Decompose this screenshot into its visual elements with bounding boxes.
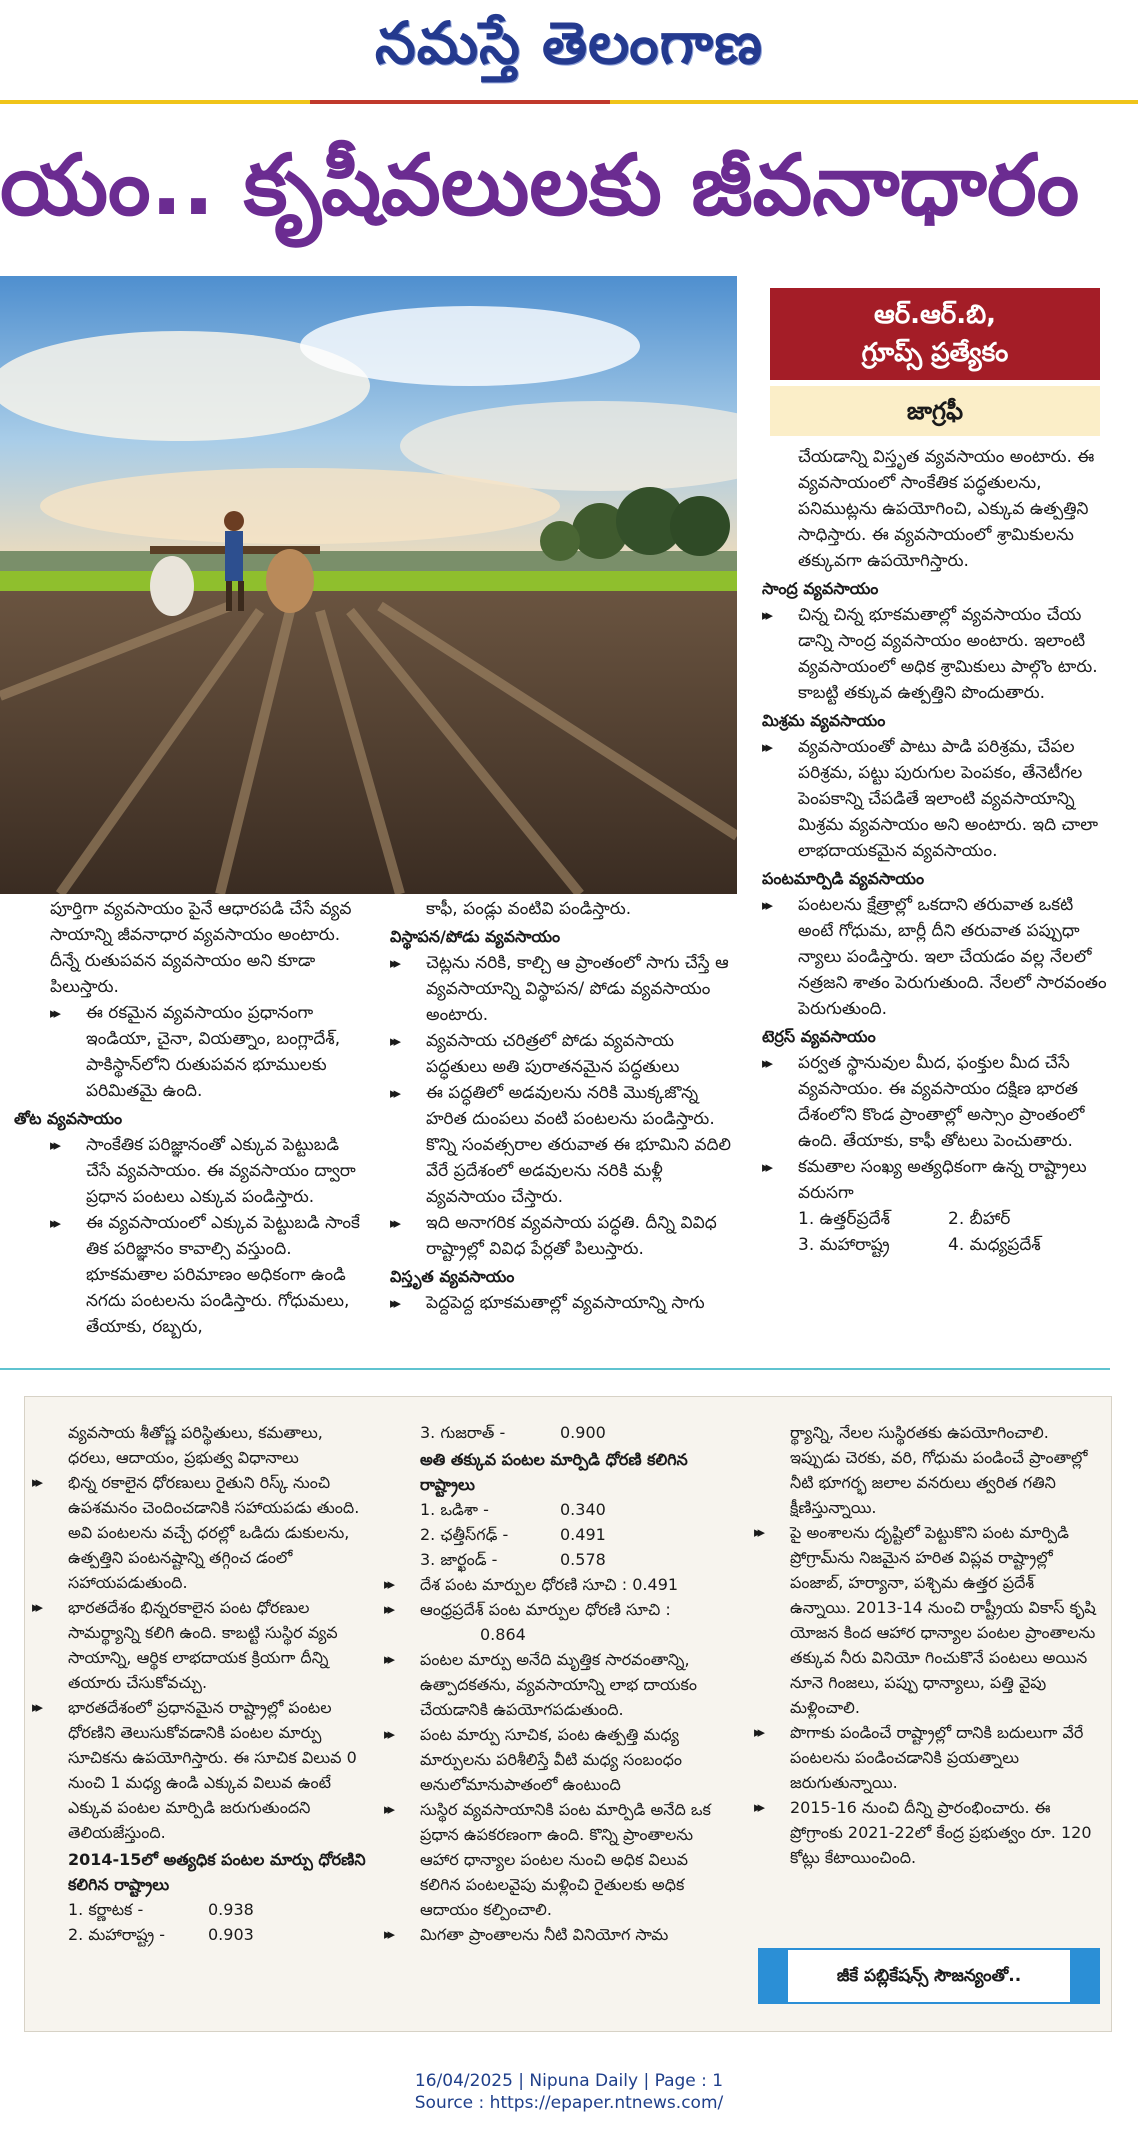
state-item: 4. మధ్యప్రదేశ్ [948,1235,1041,1255]
state-item: 3. మహారాష్ట్ర [798,1235,890,1255]
bullet-point: ▸▸ వ్యవసాయ చరిత్రలో పోడు వ్యవసాయ పద్ధతులు అతి పురాతనమైన పద్ధతులు [390,1028,738,1080]
bullet-point: ▸▸ పంటల మార్పు అనేది మృత్తిక సారవంతాన్ని, ఉత్పాదకతను, వ్యవసాయాన్ని లాభ దాయకం చేయడానికి ఉపయోగపడుతుంది. [384,1647,732,1722]
farmer-ploughing-image [0,276,737,894]
paragraph: వ్యవసాయ శీతోష్ణ పరిస్థితులు, కమతాలు, ధరలు, ఆదాయం, ప్రభుత్వ విధానాలు [68,1423,323,1467]
section-heading: అతి తక్కువ పంటల మార్పిడి ధోరణి కలిగిన రాష్ట్రాలు [420,1450,688,1494]
bullet-point: ▸▸ వ్యవసాయంతో పాటు పాడి పరిశ్రమ, చేపల పరిశ్రమ, పట్టు పురుగుల పెంపకం, తేనెటీగల పెంపకాన్ని చేపడితే ఇలాంటి వ్యవసాయాన్ని మిశ్రమ వ్యవసాయం అని అంటారు. ఇది చాలా లాభదాయకమైన వ్యవసాయం. [762,734,1108,864]
paragraph: చేయడాన్ని విస్తృత వ్యవసాయం అంటారు. ఈ వ్యవసాయంలో సాంకేతిక పద్ధతులను, పనిముట్లను ఉపయోగించి, ఎక్కువ ఉత్పత్తిని సాధిస్తారు. ఈ వ్యవసాయంలో శ్రామికులను తక్కువగా ఉపయోగిస్తారు. [798,447,1095,571]
headline [0,120,1138,250]
column-2 [390,896,738,1316]
paragraph: కాఫీ, పండ్లు వంటివి పండిస్తారు. [426,899,632,919]
publisher-credit-text: జీకే పబ్లికేషన్స్ సౌజన్యంతో.. [836,1966,1022,1986]
headline-text: యం.. కృషీవలులకు జీవనాధారం [0,136,1080,234]
newspaper-logo: నమస్తే తెలంగాణ [375,9,763,77]
bullet-point: ▸▸ ఇది అనాగరిక వ్యవసాయ పద్ధతి. దీన్ని వివిధ రాష్ట్రాల్లో వివిధ పేర్లతో పిలుస్తారు. [390,1210,738,1262]
bullet-point: ▸▸ భారతదేశంలో ప్రధానమైన రాష్ట్రాల్లో పంటల ధోరణిని తెలుసుకోవడానికి పంటల మార్పు సూచికను ఉపయోగిస్తారు. ఈ సూచిక విలువ 0 నుంచి 1 మధ్య ఉండి ఎక్కువ విలువ ఉంటే ఎక్కువ పంటల మార్పిడి జరుగుతుందని తెలియజేస్తుంది. [32,1695,370,1845]
paragraph: ర్థ్యాన్ని, నేలల సుస్థిరతకు ఉపయోగించాలి. ఇప్పుడు చెరకు, వరి, గోధుమ పండించే ప్రాంతాల్లో నీటి భూగర్భ జలాల వనరులు త్వరిత గతిని క్షీణిస్తున్నాయి. [790,1423,1088,1517]
state-name: 3. గుజరాత్ - [420,1423,506,1442]
farm-photo [0,276,737,894]
series-title-line1: ఆర్.ఆర్.బి, [873,300,996,330]
bullet-point: ▸▸ సాంకేతిక పరిజ్ఞానంతో ఎక్కువ పెట్టుబడి చేసే వ్యవసాయం. ఈ వ్యవసాయం ద్వారా ప్రధాన పంటలు ఎక్కువ పండిస్తారు. [50,1132,368,1210]
footer-source-link[interactable]: Source : https://epaper.ntnews.com/ [414,2093,724,2113]
ranking-row [384,1522,732,1547]
state-list-row [762,1232,1108,1258]
state-name: 1. ఒడిశా - [420,1500,489,1519]
bullet-point: ▸▸ 2015-16 నుంచి దీన్ని ప్రారంభించారు. ఈ ప్రోగ్రాంకు 2021-22లో కేంద్ర ప్రభుత్వం రూ. 120 కోట్లు కేటాయించింది. [754,1795,1100,1870]
bullet-point: ▸▸ దేశ పంట మార్పుల ధోరణి సూచి : 0.491 [384,1572,732,1597]
bullet-point: ▸▸ పర్వత స్థానువుల మీద, ఫంక్తుల మీద చేసే వ్యవసాయం. ఈ వ్యవసాయం దక్షిణ భారత దేశంలోని కొండ ప్రాంతాల్లో అస్సాం ప్రాంతంలో ఉంది. తేయాకు, కాఫీ తోటలు పెంచుతారు. [762,1050,1108,1154]
section-heading: టెర్రస్ వ్యవసాయం [762,1027,876,1046]
bullet-point: ▸▸ ఈ పద్ధతిలో అడవులను నరికి మొక్కజొన్న హరిత దుంపలు వంటి పంటలను పండిస్తారు. కొన్ని సంవత్సరాల తరువాత ఈ భూమిని వదిలి వేరే ప్రదేశంలో అడవులను నరికి మళ్లీ వ్యవసాయం చేస్తారు. [390,1080,738,1210]
ranking-row [384,1547,732,1572]
index-value: 0.938 [208,1900,254,1919]
paragraph: పూర్తిగా వ్యవసాయం పైనే ఆధారపడి చేసే వ్యవ సాయాన్ని జీవనాధార వ్యవసాయం అంటారు. దీన్నే రుతుపవన వ్యవసాయం అని కూడా పిలుస్తారు. [50,899,352,997]
state-list-row [762,1206,1108,1232]
state-name: 3. జార్ఖండ్ - [420,1550,498,1569]
index-label: ఆంధ్రప్రదేశ్ పంట మార్పుల ధోరణి సూచి : [420,1600,671,1619]
section-heading: మిశ్రమ వ్యవసాయం [762,711,886,730]
bullet-point: ▸▸ చిన్న చిన్న భూకమతాల్లో వ్యవసాయం చేయ డాన్ని సాంద్ర వ్యవసాయం అంటారు. ఇలాంటి వ్యవసాయంలో అధిక శ్రామికులు పాల్గొం టారు. కాబట్టి తక్కువ ఉత్పత్తిని పొందుతారు. [762,602,1108,706]
bullet-point: ▸▸ పెద్దపెద్ద భూకమతాల్లో వ్యవసాయాన్ని సాగు [390,1290,738,1316]
bullet-point: ▸▸ పంటలను క్షేత్రాల్లో ఒకదాని తరువాత ఒకటి అంటే గోధుమ, బార్లీ దీని తరువాత పప్పుధా న్యాలు పండిస్తారు. ఇలా చేయడం వల్ల నేలలో నత్రజని శాతం పెరుగుతుంది. నేలలో సారవంతం పెరుగుతుంది. [762,892,1108,1022]
bullet-point: ▸▸ పొగాకు పండించే రాష్ట్రాల్లో దానికి బదులుగా వేరే పంటలను పండించడానికి ప్రయత్నాలు జరుగుతున్నాయి. [754,1720,1100,1795]
index-value: 0.491 [560,1525,606,1544]
index-value: 0.578 [560,1550,606,1569]
bullet-point: ▸▸ సుస్థిర వ్యవసాయానికి పంట మార్పిడి అనేది ఒక ప్రధాన ఉపకరణంగా ఉంది. కొన్ని ప్రాంతాలను ఆహార ధాన్యాల పంటల నుంచి అధిక విలువ కలిగిన పంటలవైపు మళ్లించి రైతులకు అధిక ఆదాయం కల్పించాలి. [384,1797,732,1922]
page-footer [0,2070,1138,2114]
bullet-point: ▸▸ భిన్న రకాలైన ధోరణులు రైతుని రిస్క్ నుంచి ఉపశమనం చెందించడానికి సహాయపడు తుంది. అవి పంటలను వచ్చే ధరల్లో ఒడిదు డుకులను, ఉత్పత్తిని పంటనష్టాన్ని తగ్గించ డంలో సహాయపడుతుంది. [32,1470,370,1595]
state-name: 2. ఛత్తీస్‌గఢ్ - [420,1525,509,1544]
ranking-row [384,1420,732,1445]
masthead [0,0,1138,100]
publisher-credit [788,1950,1070,2002]
ranking-row [32,1922,370,1947]
section-heading: 2014-15లో అత్యధిక పంటల మార్పు ధోరణిని కలిగిన రాష్ట్రాలు [68,1850,366,1894]
ranking-row [32,1897,370,1922]
series-title-line2: గ్రూప్స్ ప్రత్యేకం [861,338,1009,368]
bullet-point [384,1597,732,1647]
subject-text: జాగ్రఫీ [906,397,964,425]
bullet-point: ▸▸ కమతాల సంఖ్య అత్యధికంగా ఉన్న రాష్ట్రాలు వరుసగా [762,1154,1108,1206]
ranking-row [384,1497,732,1522]
bullet-point: ▸▸ మిగతా ప్రాంతాలను నీటి వినియోగ సామ [384,1922,732,1947]
column-3 [762,444,1108,1258]
index-value: 0.900 [560,1423,606,1442]
section-heading: సాంద్ర వ్యవసాయం [762,579,879,598]
footer-date-line: 16/04/2025 | Nipuna Daily | Page : 1 [414,2071,724,2091]
subject-label [770,386,1100,436]
state-item: 2. బీహార్ [948,1209,1011,1229]
column-1 [14,896,368,1340]
section-divider [0,1368,1110,1370]
section-heading: విస్థాపన/పోడు వ్యవసాయం [390,927,561,946]
section-heading: విస్తృత వ్యవసాయం [390,1267,515,1286]
section-heading: పంటమార్పిడి వ్యవసాయం [762,869,925,888]
bullet-point: ▸▸ చెట్లను నరికి, కాల్చి ఆ ప్రాంతంలో సాగు చేస్తే ఆ వ్యవసాయాన్ని విస్థాపన/ పోడు వ్యవసాయం అంటారు. [390,950,738,1028]
bullet-point: ▸▸ భారతదేశం భిన్నరకాలైన పంట ధోరణుల సామర్థ్యాన్ని కలిగి ఉంది. కాబట్టి సుస్థిర వ్యవ సాయాన్ని, ఆర్థిక లాభదాయక క్రియగా దీన్ని తయారు చేసుకోవచ్చు. [32,1595,370,1695]
bullet-point: ▸▸ ఈ వ్యవసాయంలో ఎక్కువ పెట్టుబడి సాంకే తిక పరిజ్ఞానం కావాల్సి వస్తుంది. భూకమతాల పరిమాణం అధికంగా ఉండి నగదు పంటలను పండిస్తారు. గోధుమలు, తేయాకు, రబ్బరు, [50,1210,368,1340]
index-value: 0.903 [208,1925,254,1944]
state-name: 1. కర్ణాటక - [68,1900,144,1919]
panel-column-2 [384,1420,732,1947]
index-value: 0.340 [560,1500,606,1519]
section-heading: తోట వ్యవసాయం [14,1109,123,1128]
state-item: 1. ఉత్తర్‌ప్రదేశ్ [798,1209,890,1229]
state-name: 2. మహారాష్ట్ర - [68,1925,166,1944]
panel-column-1 [32,1420,370,1947]
panel-column-3 [754,1420,1100,1870]
bullet-point: ▸▸ పై అంశాలను దృష్టిలో పెట్టుకొని పంట మార్పిడి ప్రోగ్రామ్‌ను నిజమైన హరిత విప్లవ రాష్ట్రాల్లో పంజాబ్, హర్యానా, పశ్చిమ ఉత్తర ప్రదేశ్ ఉన్నాయి. 2013-14 నుంచి రాష్ట్రీయ వికాస్ కృషి యోజన కింద ఆహార ధాన్యాల పంటల ప్రాంతాలను తక్కువ నీరు వినియో గించుకొనే పంటలు అయిన నూనె గింజలు, పప్పు ధాన్యాలు, పత్తి వైపు మళ్లించాలి. [754,1520,1100,1720]
series-title-box [770,288,1100,380]
bullet-point: ▸▸ పంట మార్పు సూచిక, పంట ఉత్పత్తి మధ్య మార్పులను పరిశీలిస్తే వీటి మధ్య సంబంధం అనులోమానుపాతంలో ఉంటుంది [384,1722,732,1797]
index-value: 0.864 [480,1625,526,1644]
masthead-accent-rule [310,100,610,104]
bullet-point: ▸▸ ఈ రకమైన వ్యవసాయం ప్రధానంగా ఇండియా, చైనా, వియత్నాం, బంగ్లాదేశ్, పాకిస్థాన్‌లోని రుతుపవన భూములకు పరిమితమై ఉంది. [50,1000,368,1104]
